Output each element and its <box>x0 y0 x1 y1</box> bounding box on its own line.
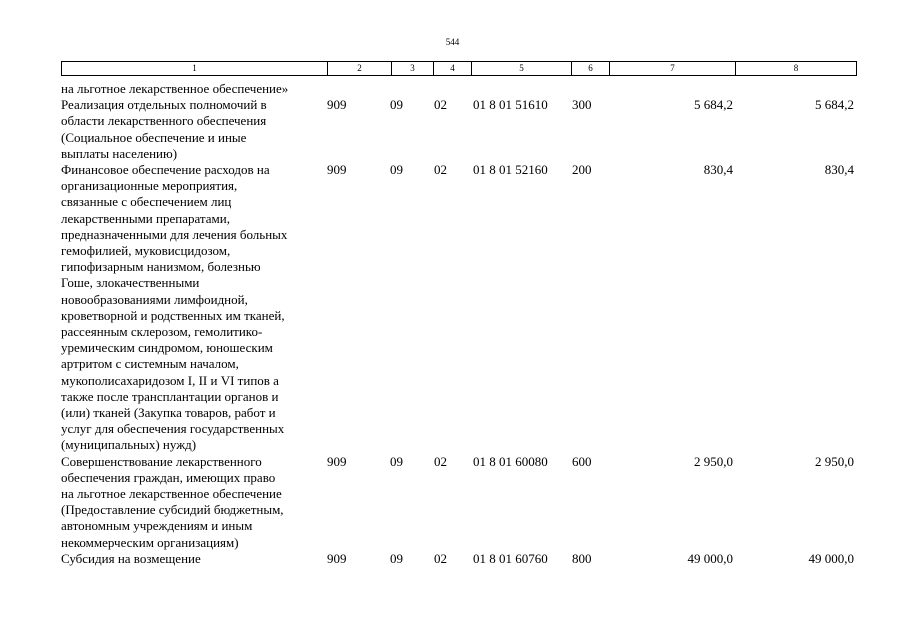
row-sum-2: 2 950,0 <box>815 453 854 469</box>
table-row <box>61 551 856 567</box>
table-row <box>61 162 856 454</box>
row-section-code: 09 <box>390 453 403 469</box>
header-col-2: 2 <box>328 62 392 76</box>
row-name: Совершенствование лекарственного обеспечения граждан, имеющих право на льготное лекарственное обеспечение (Предоставление субсидий бюджетным, автономным учреждениям и иным некоммерческим организациям) <box>61 453 284 550</box>
row-section-code: 09 <box>390 550 403 566</box>
continuation-text: на льготное лекарственное обеспечение» <box>61 81 289 96</box>
table-row <box>61 97 856 162</box>
row-name: Финансовое обеспечение расходов на организационные мероприятия, связанные с обеспечением лиц лекарственными препаратами, предназначенными для лечения больных гемофилией, муковисцидозом, гипофизарным нанизмом, болезнью Гоше, злокачественными новообразованиями лимфоидной, кроветворной и родственных им тканей, рассеянным склерозом, гемолитико- уремическим синдромом, юношеским артритом с системным началом, мукополисахаридозом I, II и VI типов а также после трансплантации органов и (или) тканей (Закупка товаров, работ и услуг для обеспечения государственных (муниципальных) нужд) <box>61 162 288 453</box>
row-admin-code: 909 <box>327 453 347 469</box>
row-subsection-code: 02 <box>434 97 447 113</box>
row-expense-type: 300 <box>572 97 592 113</box>
row-sum-1: 5 684,2 <box>694 97 733 113</box>
header-col-5: 5 <box>472 62 572 76</box>
row-sum-2: 49 000,0 <box>808 550 854 566</box>
row-subsection-code: 02 <box>434 162 447 178</box>
column-header-row <box>61 61 857 76</box>
table-row <box>61 454 856 551</box>
row-sum-1: 830,4 <box>703 162 733 178</box>
header-col-6: 6 <box>572 62 610 76</box>
row-section-code: 09 <box>390 162 403 178</box>
row-sum-2: 5 684,2 <box>815 97 854 113</box>
header-col-4: 4 <box>434 62 472 76</box>
row-expense-type: 200 <box>572 162 592 178</box>
row-name: Субсидия на возмещение <box>61 550 201 566</box>
row-target-article: 01 8 01 51610 <box>473 97 548 113</box>
budget-table-body <box>61 81 856 567</box>
row-subsection-code: 02 <box>434 550 447 566</box>
row-admin-code: 909 <box>327 162 347 178</box>
row-section-code: 09 <box>390 97 403 113</box>
row-sum-2: 830,4 <box>824 162 854 178</box>
row-expense-type: 600 <box>572 453 592 469</box>
row-subsection-code: 02 <box>434 453 447 469</box>
row-expense-type: 800 <box>572 550 592 566</box>
row-sum-1: 49 000,0 <box>687 550 733 566</box>
row-name: Реализация отдельных полномочий в области лекарственного обеспечения (Социальное обеспечение и иные выплаты населению) <box>61 97 267 161</box>
row-admin-code: 909 <box>327 550 347 566</box>
row-target-article: 01 8 01 52160 <box>473 162 548 178</box>
row-sum-1: 2 950,0 <box>694 453 733 469</box>
row-target-article: 01 8 01 60760 <box>473 550 548 566</box>
page-number: 544 <box>445 37 460 47</box>
header-col-7: 7 <box>610 62 736 76</box>
header-col-8: 8 <box>736 62 857 76</box>
header-col-3: 3 <box>392 62 434 76</box>
row-target-article: 01 8 01 60080 <box>473 453 548 469</box>
row-admin-code: 909 <box>327 97 347 113</box>
header-col-1: 1 <box>62 62 328 76</box>
